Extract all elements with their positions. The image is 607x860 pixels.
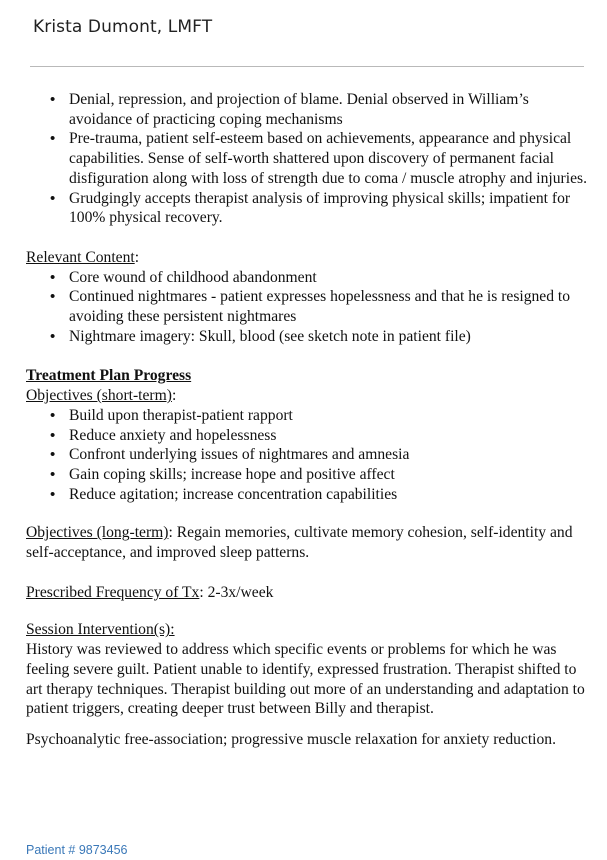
relevant-content-label: Relevant Content [26,248,135,266]
patient-number: Patient # 9873456 [26,843,128,857]
list-item: • Continued nightmares - patient expresses hopelessness and that he is resigned to avoiding these persistent nightmares [26,287,591,326]
list-item: • Grudgingly accepts therapist analysis of improving physical skills; impatient for 100% physical recovery. [26,189,591,228]
defense-mechanisms-list [26,90,591,228]
session-interventions-label: Session Intervention(s): [26,621,175,639]
list-item: • Build upon therapist-patient rapport [26,406,591,426]
list-item: • Reduce agitation; increase concentration capabilities [26,485,591,505]
treatment-plan-title: Treatment Plan Progress [26,367,192,385]
long-term-objectives-label: Objectives (long-term) [26,524,169,542]
short-term-objectives-label: Objectives (short-term) [26,387,172,405]
list-item: • Gain coping skills; increase hope and positive affect [26,465,591,485]
clinician-name: Krista Dumont, LMFT [33,17,213,37]
relevant-content-heading: Relevant Content: [26,248,140,266]
list-item: • Confront underlying issues of nightmares and amnesia [26,445,591,465]
relevant-content-list [26,268,591,347]
prescribed-frequency-value: 2-3x/week [203,583,274,601]
session-interventions-text: History was reviewed to address which specific events or problems for which he was feeling severe guilt. Patient unable to identify, expressed frustration. Therapist shifted to art therapy techniques. Therapist building out more of an understanding and adaptation to patient triggers, creating deeper trust between Billy and therapist. [26,641,585,718]
short-term-objectives-list [26,406,591,505]
list-item: • Core wound of childhood abandonment [26,268,591,288]
list-item: • Nightmare imagery: Skull, blood (see sketch note in patient file) [26,327,591,347]
list-item: • Denial, repression, and projection of blame. Denial observed in William’s avoidance of practicing coping mechanisms [26,90,591,129]
header-divider [30,66,584,67]
clinical-note-body [26,90,591,752]
long-term-objectives-text: Regain memories, cultivate memory cohesion, self-identity and self-acceptance, and improved sleep patterns. [26,524,573,562]
psychoanalytic-note: Psychoanalytic free-association; progressive muscle relaxation for anxiety reduction. [26,730,557,748]
prescribed-frequency-label: Prescribed Frequency of Tx [26,583,200,601]
list-item: • Pre-trauma, patient self-esteem based on achievements, appearance and physical capabilities. Sense of self-worth shattered upon discovery of permanent facial disfiguration along with loss of strength due to coma / muscle atrophy and injuries. [26,129,591,188]
short-term-objectives-heading: Objectives (short-term): [26,387,177,405]
long-term-objectives: Objectives (long-term): Regain memories, cultivate memory cohesion, self-identity and self-acceptance, and improved sleep patterns. [26,524,573,562]
prescribed-frequency: Prescribed Frequency of Tx: 2-3x/week [26,583,274,601]
list-item: • Reduce anxiety and hopelessness [26,426,591,446]
